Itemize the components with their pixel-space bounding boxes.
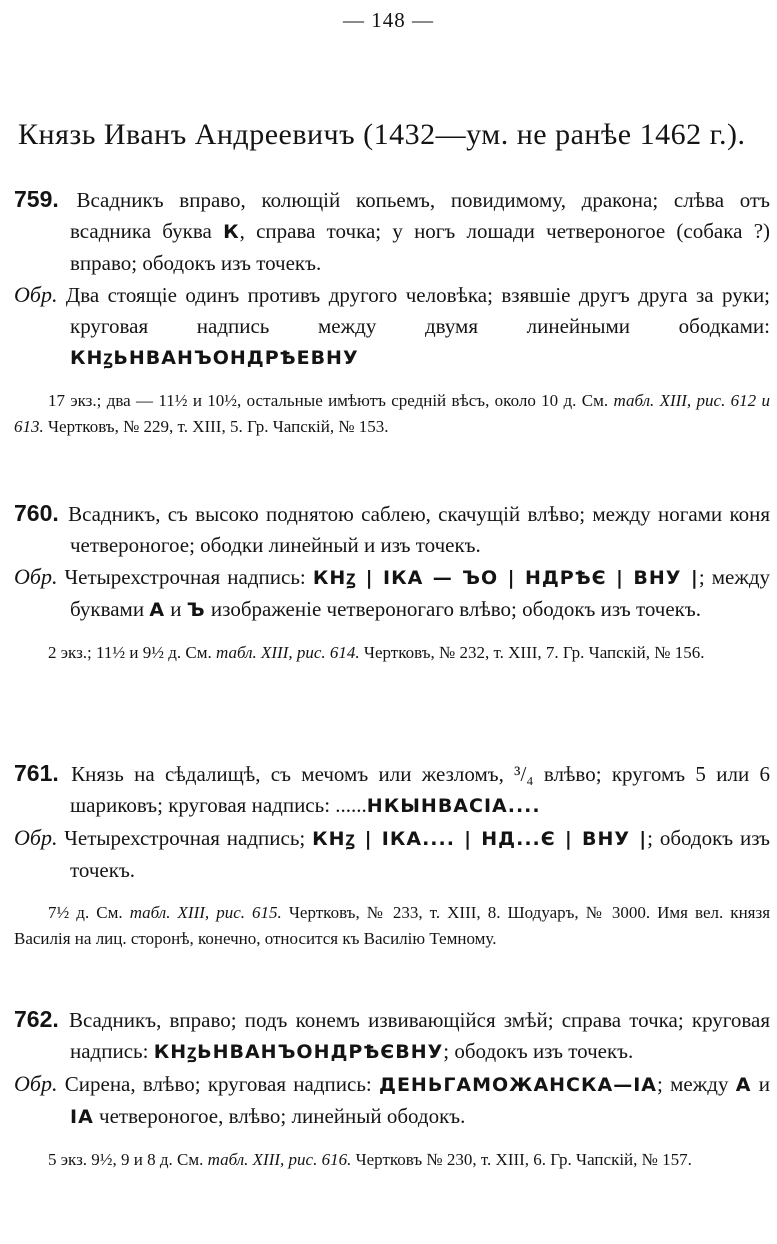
entry-obverse	[14, 1004, 770, 1068]
obverse-text: Всадникъ, съ высоко поднятою саблею, скачущій влѣво; между ногами коня четвероногое; ободки линейный и изъ точекъ.	[68, 502, 771, 557]
note-text: 7½ д. См.	[48, 903, 123, 922]
section-title: Князь Иванъ Андреевичъ (1432—ум. не ранѣе 1462 г.).	[18, 118, 746, 151]
note-plate-ref: табл. XIII, рис. 612 и 613.	[14, 391, 771, 436]
note-text: 17 экз.; два — 11½ и 10½, остальные имѣютъ средній вѣсъ, около 10 д. См.	[48, 391, 609, 410]
note-plate-ref: табл. XIII, рис. 616.	[207, 1150, 352, 1169]
reverse-rest: изображеніе четвероногаго влѣво; ободокъ изъ точекъ.	[210, 597, 701, 621]
letter-b: Ъ	[186, 599, 206, 621]
note-refs: Чертковъ, № 229, т. XIII, 5. Гр. Чапскій, № 153.	[48, 417, 389, 436]
and-word: и	[758, 1072, 771, 1096]
entry-reverse	[14, 822, 770, 886]
catalog-entry-760	[14, 498, 770, 666]
reverse-text: Четырехстрочная надпись:	[64, 565, 306, 589]
entry-number: 761.	[14, 760, 59, 786]
entry-obverse	[14, 498, 770, 561]
note-plate-ref: табл. XIII, рис. 614.	[215, 643, 360, 662]
and-word: и	[170, 597, 182, 621]
obverse-text: Всадникъ, вправо; подъ конемъ извивающійся змѣй; справа точка; круговая надпись:	[68, 1008, 771, 1063]
note-text: 2 экз.; 11½ и 9½ д. См.	[48, 643, 212, 662]
entry-note	[14, 1147, 770, 1173]
entry-number: 760.	[14, 500, 59, 526]
reverse-legend: КНꙁ | ІКА.... | НД...Є | ВНУ |	[312, 828, 648, 850]
obr-label: Обр.	[14, 1071, 58, 1096]
reverse-rest: ; ободокъ изъ точекъ.	[70, 826, 771, 882]
entry-obverse	[14, 184, 770, 279]
entry-reverse	[14, 279, 770, 374]
letter-a: А	[735, 1074, 752, 1096]
entry-reverse	[14, 1068, 770, 1133]
catalog-entry-761	[14, 758, 770, 952]
note-refs: Чертковъ, № 232, т. XIII, 7. Гр. Чапскій, № 156.	[363, 643, 705, 662]
entry-number: 762.	[14, 1006, 59, 1032]
reverse-mid: ; между	[657, 1072, 729, 1096]
entry-reverse	[14, 561, 770, 626]
entry-number: 759.	[14, 186, 59, 212]
page-number: — 148 —	[343, 8, 434, 32]
obverse-legend: НКЫНВАСІА....	[366, 795, 541, 817]
reverse-mid: ; между буквами	[70, 565, 771, 621]
obr-label: Обр.	[14, 282, 58, 307]
obverse-text: Всадникъ вправо, колющій копьемъ, повидимому, дракона; слѣва отъ всадника буква	[70, 188, 770, 243]
reverse-text: Сирена, влѣво; круговая надпись:	[64, 1072, 372, 1096]
letter-a: А	[149, 599, 166, 621]
entry-note	[14, 640, 770, 666]
reverse-rest: четвероногое, влѣво; линейный ободокъ.	[99, 1104, 466, 1128]
note-refs: Чертковъ, № 233, т. XIII, 8. Шодуаръ, № 3000. Имя вел. князя Василія на лиц. сторонѣ, конечно, относится къ Василію Темному.	[14, 903, 771, 948]
letter-b: ІА	[70, 1106, 94, 1128]
obverse-letter: К	[223, 221, 240, 243]
entry-note	[14, 900, 770, 952]
obverse-rest: ; ободокъ изъ точекъ.	[443, 1039, 634, 1063]
obverse-legend: КНꙁЬНВАНЪОНДРѢЄВНУ	[153, 1041, 444, 1063]
obr-label: Обр.	[14, 564, 58, 589]
reverse-legend: ДЕНЬГАМОЖАНСКА—ІА	[379, 1074, 658, 1096]
obverse-rest: , справа точка; у ногъ лошади четвероногое (собака ?) вправо; ободокъ изъ точекъ.	[70, 219, 771, 275]
reverse-legend: КНꙁЬНВАНЪОНДРѢЕВНУ	[70, 347, 359, 369]
note-refs: Чертковъ № 230, т. XIII, 6. Гр. Чапскій, № 157.	[355, 1150, 692, 1169]
note-text: 5 экз. 9½, 9 и 8 д. См.	[48, 1150, 204, 1169]
entry-obverse	[14, 758, 770, 822]
reverse-text: Два стоящіе одинъ противъ другого человѣка; взявшіе другъ друга за руки; круговая надпись между двумя линейными ободками:	[65, 283, 771, 338]
note-plate-ref: табл. XIII, рис. 615.	[129, 903, 282, 922]
reverse-text: Четырехстрочная надпись;	[64, 826, 306, 850]
catalog-entry-762	[14, 1004, 770, 1173]
entry-note	[14, 388, 770, 440]
reverse-legend: КНꙁ | ІКА — ЪО | НДРѢЄ | ВНУ |	[312, 567, 699, 589]
catalog-entry-759	[14, 184, 770, 440]
obverse-text: Князь на сѣдалищѣ, съ мечомъ или жезломъ, ³/₄ влѣво; кругомъ 5 или 6 шариковъ; круговая надпись: ......	[70, 762, 771, 817]
obr-label: Обр.	[14, 825, 58, 850]
